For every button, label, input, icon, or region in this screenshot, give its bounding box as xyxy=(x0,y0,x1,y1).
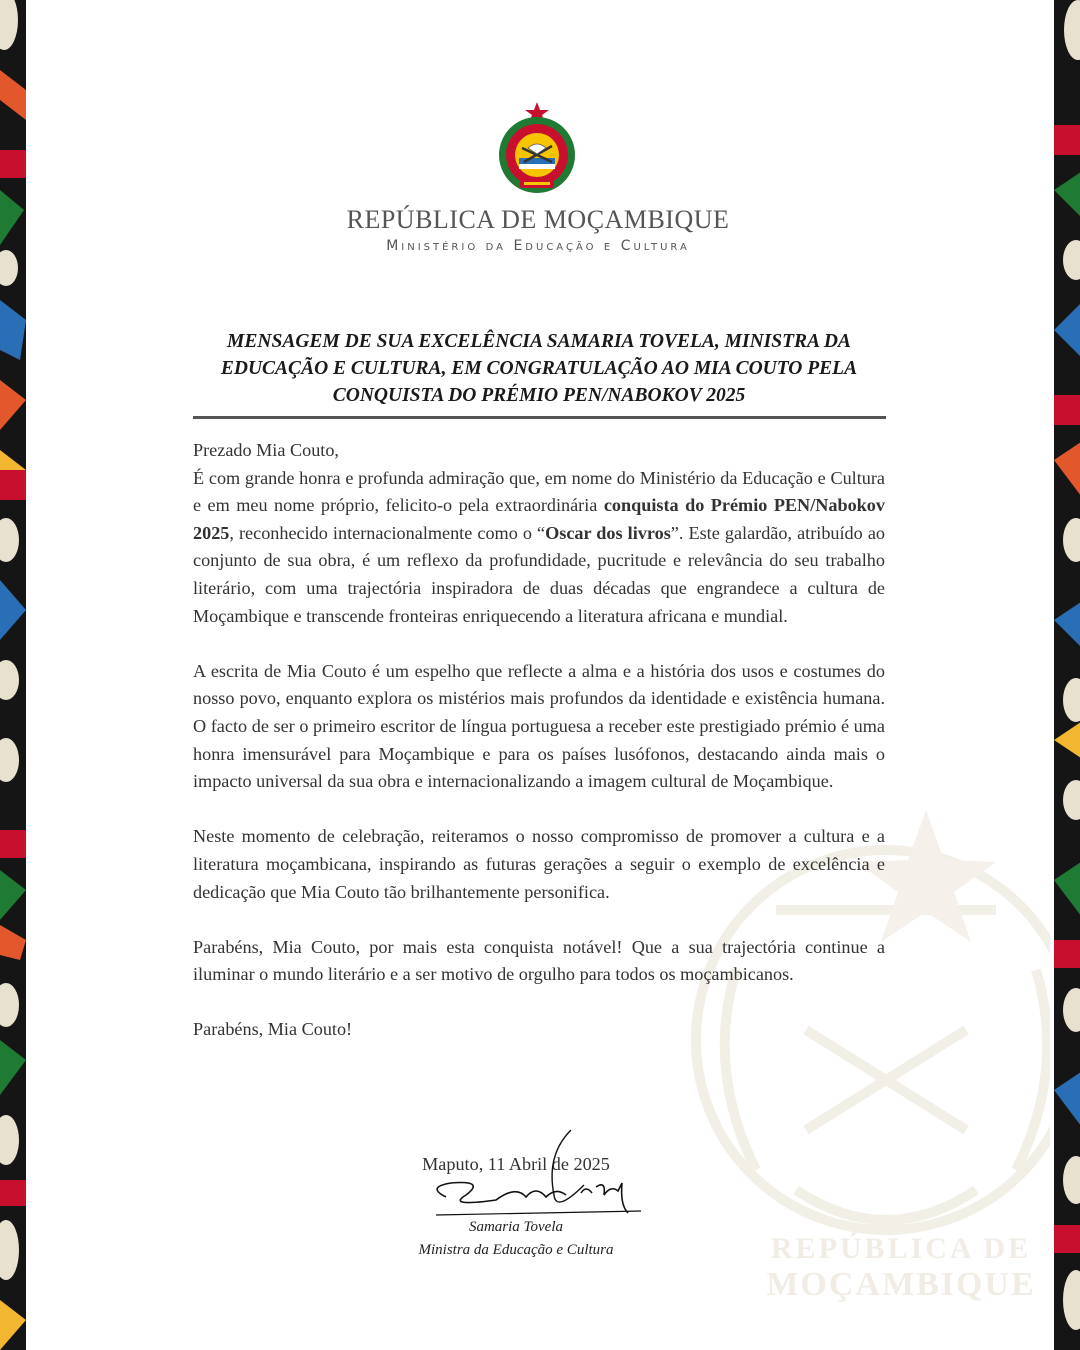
place-date: Maputo, 11 Abril de 2025 xyxy=(422,1154,610,1174)
bold-award-name: conquista do Prémio PEN/Nabokov 2025 xyxy=(193,495,885,543)
republic-title: REPÚBLICA DE MOÇAMBIQUE xyxy=(346,205,730,234)
headline-divider xyxy=(193,416,886,419)
letter-closing: Parabéns, Mia Couto! xyxy=(193,1019,353,1040)
svg-text:MOÇAMBIQUE: MOÇAMBIQUE xyxy=(766,1266,1036,1303)
letter-page xyxy=(26,0,1050,1350)
left-decorative-border xyxy=(0,0,26,1350)
svg-text:REPÚBLICA DE: REPÚBLICA DE xyxy=(770,1232,1032,1265)
handwritten-signature xyxy=(406,1125,656,1225)
right-decorative-border xyxy=(1054,0,1080,1350)
letter-body xyxy=(193,437,885,1044)
paragraph-text: , reconhecido internacionalmente como o “ xyxy=(229,522,546,543)
ministry-subtitle: Ministério da Educação e Cultura xyxy=(386,238,690,254)
capulana-pattern-right xyxy=(1054,0,1080,1350)
letter-paragraph-4: Parabéns, Mia Couto, por mais esta conquista notável! Que a sua trajectória continue a iluminar o mundo literário e a ser motivo de orgulho para todos os moçambicanos. xyxy=(193,936,885,985)
paragraph-text: ”. Este galardão, atribuído ao conjunto de sua obra, é um reflexo da profundidade, pucritude e relevância do seu trabalho literário, com uma trajectória inspiradora de duas décadas que engrandece a cultura de Moçambique e transcende fronteiras enriquecendo a literatura africana e mundial. xyxy=(193,522,885,626)
letter-paragraph-3: Neste momento de celebração, reiteramos o nosso compromisso de promover a cultura e a literatura moçambicana, inspirando as futuras gerações a seguir o exemplo de excelência e dedicação que Mia Couto tão brilhantemente personifica. xyxy=(193,826,885,902)
bold-oscar-phrase: Oscar dos livros xyxy=(545,522,671,543)
letter-paragraph-1 xyxy=(193,465,885,631)
capulana-pattern-left xyxy=(0,0,26,1350)
letter-paragraph-2: A escrita de Mia Couto é um espelho que reflecte a alma e a história dos usos e costumes do nosso povo, enquanto explora os mistérios mais profundos da identidade e existência humana. O facto de ser o primeiro escritor de língua portuguesa a receber este prestigiado prémio é uma honra imensurável para Moçambique e para os países lusófonos, destacando ainda mais o impacto universal da sua obra e internacionalizando a imagem cultural de Moçambique. xyxy=(193,660,885,792)
signer-role: Ministra da Educação e Cultura xyxy=(418,1242,614,1258)
message-headline: MENSAGEM DE SUA EXCELÊNCIA SAMARIA TOVELA, MINISTRA DA EDUCAÇÃO E CULTURA, EM CONGRATULAÇÃO AO MIA COUTO PELA CONQUISTA DO PRÉMIO PEN/NABOKOV 2025 xyxy=(220,331,858,406)
signer-name: Samaria Tovela xyxy=(468,1219,564,1235)
letter-greeting: Prezado Mia Couto, xyxy=(193,440,339,460)
paragraph-text: É com grande honra e profunda admiração que, em nome do Ministério da Educação e Cultura e em meu nome próprio, felicito-o pela extraordinária xyxy=(193,467,885,516)
coat-of-arms-emblem xyxy=(492,100,582,198)
